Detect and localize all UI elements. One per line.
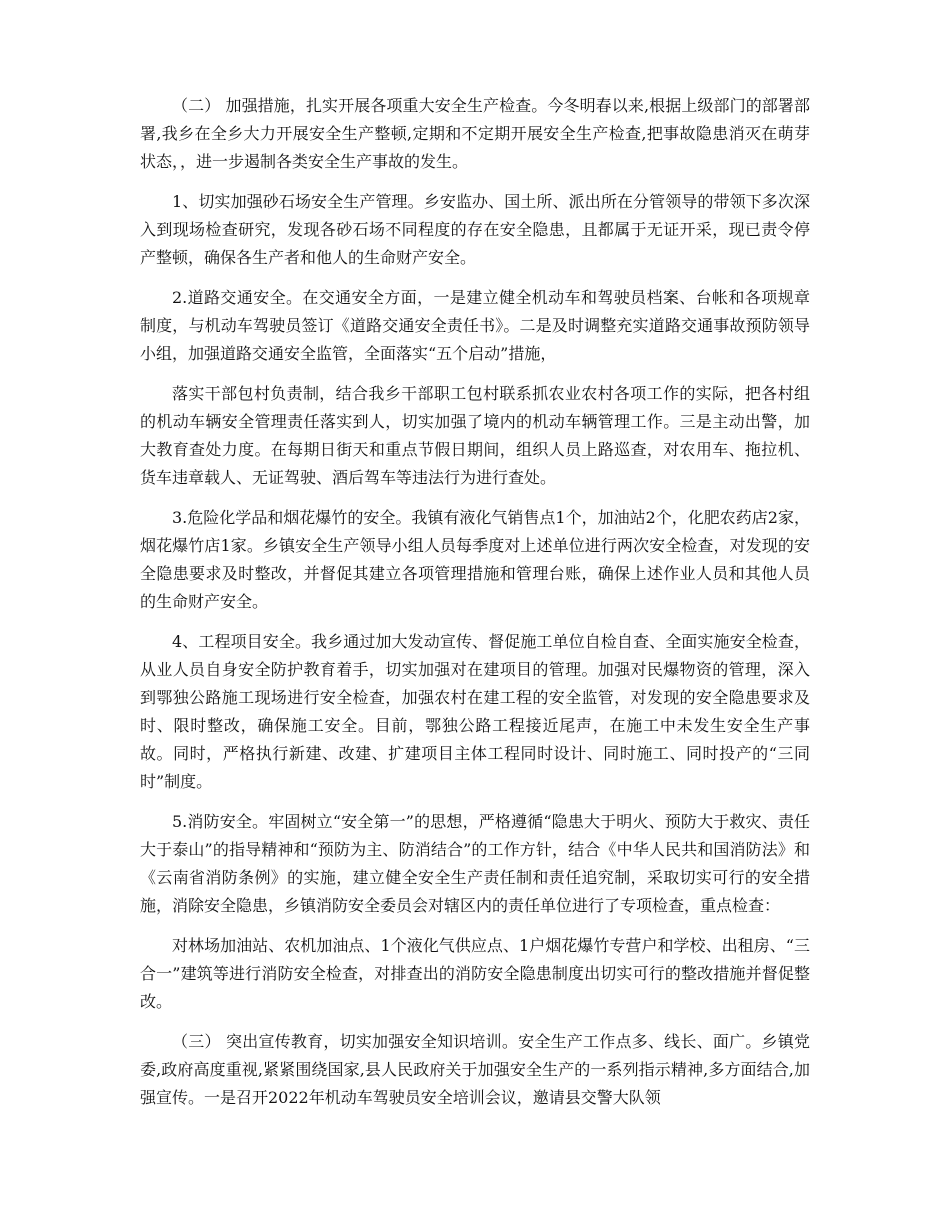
- paragraph-hazardous-chemicals: 3.危险化学品和烟花爆竹的安全。我镇有液化气销售点1个，加油站2个，化肥农药店2家，烟花爆竹店1家。乡镇安全生产领导小组人员每季度对上述单位进行两次安全检查，对发现的安全隐患要求及时整改，并督促其建立各项管理措施和管理台账，确保上述作业人员和其他人员的生命财产安全。: [140, 508, 810, 611]
- paragraph-road-traffic-safety: 2.道路交通安全。在交通安全方面，一是建立健全机动车和驾驶员档案、台帐和各项规章制度，与机动车驾驶员签订《道路交通安全责任书》。二是及时调整充实道路交通事故预防领导小组，加强道路交通安全监管，全面落实“五个启动”措施，: [140, 288, 810, 363]
- document-body: [140, 92, 810, 1124]
- paragraph-engineering-projects: 4、工程项目安全。我乡通过加大发动宣传、督促施工单位自检自查、全面实施安全检查，从业人员自身安全防护教育着手，切实加强对在建项目的管理。加强对民爆物资的管理，深入到鄂独公路施工现场进行安全检查，加强农村在建工程的安全监管，对发现的安全隐患要求及时、限时整改，确保施工安全。目前，鄂独公路工程接近尾声，在施工中未发生安全生产事故。同时，严格执行新建、改建、扩建项目主体工程同时设计、同时施工、同时投产的“三同时”制度。: [140, 632, 810, 791]
- paragraph-quarry-safety: 1、切实加强砂石场安全生产管理。乡安监办、国土所、派出所在分管领导的带领下多次深入到现场检查研究，发现各砂石场不同程度的存在安全隐患，且都属于无证开采，现已责令停产整顿，确保各生产者和他人的生命财产安全。: [140, 192, 810, 267]
- paragraph-village-responsibility: 落实干部包村负责制，结合我乡干部职工包村联系抓农业农村各项工作的实际，把各村组的机动车辆安全管理责任落实到人，切实加强了境内的机动车辆管理工作。三是主动出警，加大教育查处力度。在每期日街天和重点节假日期间，组织人员上路巡查，对农用车、拖拉机、货车违章载人、无证驾驶、酒后驾车等违法行为进行查处。: [140, 384, 810, 487]
- paragraph-fire-inspection-targets: 对林场加油站、农机加油点、1个液化气供应点、1户烟花爆竹专营户和学校、出租房、“三合一”建筑等进行消防安全检查，对排查出的消防安全隐患制度出切实可行的整改措施并督促整改。: [140, 936, 810, 1011]
- paragraph-section-2-heading: （二） 加强措施，扎实开展各项重大安全生产检查。今冬明春以来,根据上级部门的部署部署,我乡在全乡大力开展安全生产整顿,定期和不定期开展安全生产检查,把事故隐患消灭在萌芽状态，，进一步遏制各类安全生产事故的发生。: [140, 96, 810, 171]
- paragraph-fire-safety: 5.消防安全。牢固树立“安全第一”的思想，严格遵循“隐患大于明火、预防大于救灾、责任大于泰山”的指导精神和“预防为主、防消结合”的工作方针，结合《中华人民共和国消防法》和《云南省消防条例》的实施，建立健全安全生产责任制和责任追究制，采取切实可行的安全措施，消除安全隐患，乡镇消防安全委员会对辖区内的责任单位进行了专项检查，重点检查：: [140, 812, 810, 915]
- paragraph-section-3-heading: （三） 突出宣传教育，切实加强安全知识培训。安全生产工作点多、线长、面广。乡镇党委,政府高度重视,紧紧围绕国家,县人民政府关于加强安全生产的一系列指示精神,多方面结合,加强宣传。一是召开2022年机动车驾驶员安全培训会议，邀请县交警大队领: [140, 1032, 810, 1107]
